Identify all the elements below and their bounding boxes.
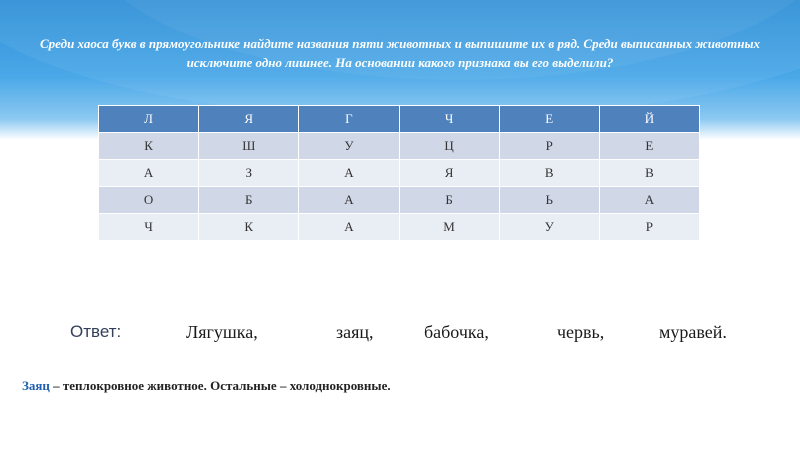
- grid-row: [99, 187, 700, 214]
- grid-cell: А: [599, 187, 699, 214]
- grid-cell: Я: [399, 160, 499, 187]
- grid-header-cell: Й: [599, 106, 699, 133]
- grid-header-cell: Я: [199, 106, 299, 133]
- grid-header-cell: Г: [299, 106, 399, 133]
- answer-animal: Лягушка,: [186, 322, 258, 342]
- answer-animal: муравей.: [659, 322, 727, 342]
- grid-cell: К: [199, 214, 299, 241]
- answer-animal: червь,: [557, 322, 605, 342]
- grid-header-cell: Е: [499, 106, 599, 133]
- grid-row: [99, 214, 700, 241]
- answer-animal: бабочка,: [424, 322, 489, 342]
- grid-cell: У: [499, 214, 599, 241]
- explanation-text: – теплокровное животное. Остальные – холоднокровные.: [49, 378, 391, 393]
- grid-cell: Р: [499, 133, 599, 160]
- answer-line: [70, 322, 750, 352]
- grid-cell: Ь: [499, 187, 599, 214]
- grid-cell: Ч: [99, 214, 199, 241]
- grid-cell: О: [99, 187, 199, 214]
- grid-header-row: [99, 106, 700, 133]
- grid-header-cell: Л: [99, 106, 199, 133]
- answer-label: Ответ:: [70, 322, 122, 341]
- grid-row: [99, 160, 700, 187]
- grid-cell: А: [99, 160, 199, 187]
- grid-cell: Ц: [399, 133, 499, 160]
- grid-cell: Б: [199, 187, 299, 214]
- grid-cell: В: [599, 160, 699, 187]
- letter-grid: [98, 105, 700, 241]
- explanation-note: [22, 378, 391, 394]
- grid-cell: А: [299, 187, 399, 214]
- answer-animal: заяц,: [336, 322, 374, 342]
- grid-cell: А: [299, 160, 399, 187]
- grid-cell: А: [299, 214, 399, 241]
- grid-cell: Ш: [199, 133, 299, 160]
- grid-header-cell: Ч: [399, 106, 499, 133]
- highlighted-word: Заяц: [22, 378, 50, 393]
- task-title: Среди хаоса букв в прямоугольнике найдите названия пяти животных и выпишите их в ряд. Среди выписанных животных исключите одно лишнее. На основании какого признака вы его выделили?: [40, 36, 760, 70]
- grid-row: [99, 133, 700, 160]
- grid-cell: К: [99, 133, 199, 160]
- grid-cell: Е: [599, 133, 699, 160]
- grid-cell: Б: [399, 187, 499, 214]
- grid-cell: Р: [599, 214, 699, 241]
- grid-cell: В: [499, 160, 599, 187]
- grid-cell: З: [199, 160, 299, 187]
- grid-cell: У: [299, 133, 399, 160]
- grid-cell: М: [399, 214, 499, 241]
